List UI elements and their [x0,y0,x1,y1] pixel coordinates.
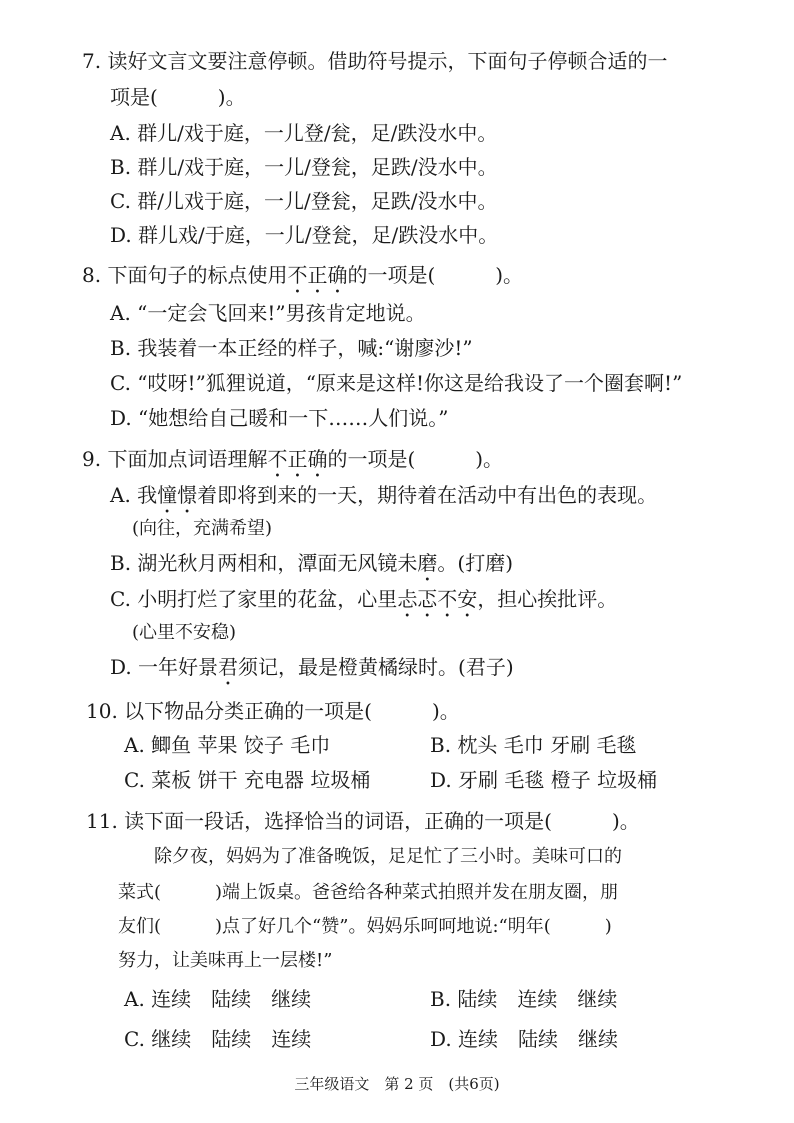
q9-c-post: ，担心挨批评。 [477,587,618,611]
q9-stem-pre: 9. 下面加点词语理解 [82,447,268,471]
q7-option-a: A. 群儿/戏于庭，一儿登/瓮，足/跌没水中。 [110,121,498,145]
q8-emphasis: 不正确 [287,263,348,287]
q10-option-a: A. 鲫鱼 苹果 饺子 毛巾 [124,733,331,757]
q9-c-pre: C. 小明打烂了家里的花盆，心里 [110,587,398,611]
q9-emphasis: 不正确 [267,447,328,471]
q9-d-pre: D. 一年好景 [110,655,219,679]
q8-option-d: D. “她想给自己暖和一下……人们说。” [110,406,449,430]
q9-option-b [110,550,513,586]
q9-a-pre: A. 我 [110,483,158,507]
q9-stem [82,446,503,482]
page-footer: 三年级语文 第 2 页 (共6页) [294,1075,500,1093]
q10-option-d: D. 牙刷 毛毯 橙子 垃圾桶 [430,768,658,792]
q9-d-post: 须记，最是橙黄橘绿时。(君子) [238,655,514,679]
q9-option-d [110,654,514,690]
q9-a-post: 着即将到来的一天，期待着在活动中有出色的表现。 [197,483,658,507]
q9-option-a-note: (向往，充满希望) [132,518,273,539]
q11-passage-line3: 友们( )点了好几个“赞”。妈妈乐呵呵地说:“明年( ) [118,916,612,937]
q10-stem: 10. 以下物品分类正确的一项是( )。 [86,699,460,723]
q9-option-c [110,586,617,622]
q9-c-dot: 忐忑不安 [397,587,478,611]
q7-option-d: D. 群儿戏/于庭，一儿/登瓮，足/跌没水中。 [110,223,499,247]
q7-option-b: B. 群儿/戏于庭，一儿/登瓮，足跌/没水中。 [110,155,498,179]
q10-option-c: C. 菜板 饼干 充电器 垃圾桶 [124,768,371,792]
q11-option-b: B. 陆续 连续 继续 [430,987,618,1011]
q7-option-c: C. 群/儿戏于庭，一儿/登瓮，足跌/没水中。 [110,189,498,213]
q9-option-c-note: (心里不安稳) [132,622,237,643]
q9-stem-post: 的一项是( )。 [327,447,504,471]
q7-stem-line2: 项是( )。 [110,85,246,109]
q8-stem-post: 的一项是( )。 [347,263,524,287]
q11-passage-line2: 菜式( )端上饭桌。爸爸给各种菜式拍照并发在朋友圈，朋 [118,882,619,903]
q9-b-dot: 磨 [417,551,438,575]
q7-stem-line1: 7. 读好文言文要注意停顿。借助符号提示，下面句子停顿合适的一 [82,49,668,73]
q8-option-a: A. “一定会飞回来!”男孩肯定地说。 [110,301,426,325]
q8-option-b: B. 我装着一本正经的样子，喊:“谢廖沙!” [110,336,473,360]
q9-d-dot: 君 [218,655,239,679]
q11-stem: 11. 读下面一段话，选择恰当的词语，正确的一项是( )。 [86,809,640,833]
q8-option-c: C. “哎呀!”狐狸说道，“原来是这样!你这是给我设了一个圈套啊!” [110,371,683,395]
q9-a-dot: 憧憬 [157,483,198,507]
q9-option-a [110,482,657,518]
q11-passage-line1: 除夕夜，妈妈为了准备晚饭，足足忙了三小时。美味可口的 [154,846,622,867]
q11-option-d: D. 连续 陆续 继续 [430,1027,619,1051]
q9-b-pre: B. 湖光秋月两相和，潭面无风镜未 [110,551,418,575]
q8-stem-pre: 8. 下面句子的标点使用 [82,263,288,287]
q9-b-post: 。(打磨) [437,551,514,575]
q11-passage-line4: 努力，让美味再上一层楼!” [118,950,333,971]
q11-option-c: C. 继续 陆续 连续 [124,1027,312,1051]
q11-option-a: A. 连续 陆续 继续 [124,987,312,1011]
q10-option-b: B. 枕头 毛巾 牙刷 毛毯 [430,733,637,757]
q8-stem [82,262,523,298]
